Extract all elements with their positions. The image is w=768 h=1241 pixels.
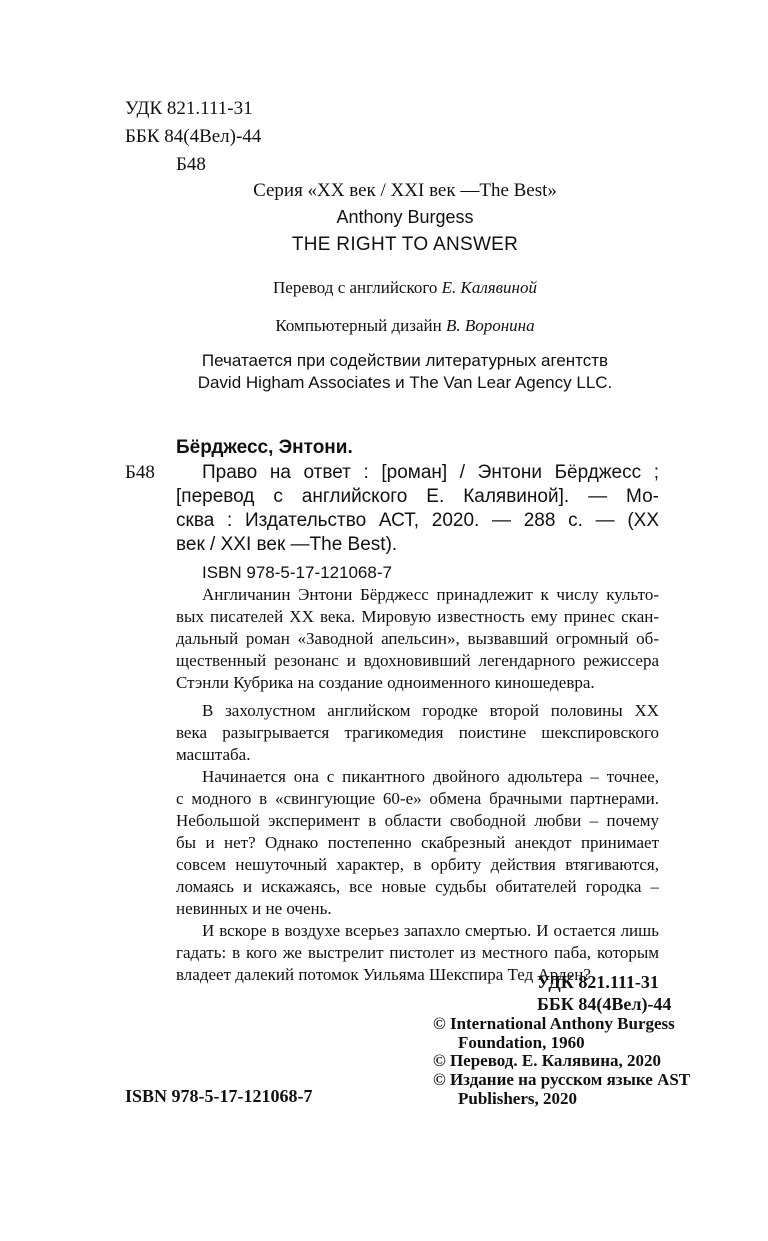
design-credit <box>0 315 768 337</box>
annotation-line: владеет далекий потомок Уильяма Шекспира Тед Арден? <box>176 965 591 984</box>
copyright-line: Foundation, 1960 <box>458 1033 585 1052</box>
annotation-line: Небольшой эксперимент в области свободной любви – почему <box>176 811 659 830</box>
agencies-line-2: David Higham Associates и The Van Lear Agency LLC. <box>197 373 613 392</box>
annotation-line: И вскоре в воздухе всерьез запахло смертью. И остается лишь <box>202 921 659 940</box>
isbn-footer: ISBN 978-5-17-121068-7 <box>125 1086 313 1106</box>
series-title: Серия «XX век / XXI век —The Best» <box>253 180 557 201</box>
annotation-line: Англичанин Энтони Бёрджесс принадлежит к числу культо- <box>202 585 659 604</box>
annotation-line: с модного в «свингующие 60-е» обмена брачными партнерами. <box>176 789 659 808</box>
annotation-line: века разыгрывается трагикомедия поистине шекспировского <box>176 723 659 742</box>
translation-credit <box>0 277 768 299</box>
bottom-bbk-code: ББК 84(4Вел)-44 <box>537 994 672 1014</box>
agencies-line-1: Печатается при содействии литературных агентств <box>201 351 609 370</box>
copyright-line: Publishers, 2020 <box>458 1089 578 1108</box>
bottom-udk-code: УДК 821.111-31 <box>537 972 659 992</box>
annotation-line: дальный роман «Заводной апельсин», вызвавший огромный об- <box>176 629 659 648</box>
udk-code: УДК 821.111-31 <box>125 98 253 119</box>
original-author: Anthony Burgess <box>336 207 474 227</box>
annotation-line: бы и нет? Однако постепенно скабрезный анекдот принимает <box>176 833 659 852</box>
annotation-line: гадать: в кого же выстрелит пистолет из местного паба, которым <box>176 943 659 962</box>
annotation-line: вых писателей XX века. Мировую известность ему принес скан- <box>176 607 659 626</box>
catalog-description-line: Право на ответ : [роман] / Энтони Бёрджесс ; <box>202 462 659 483</box>
annotation-line: невинных и не очень. <box>176 899 332 918</box>
annotation-line: ломаясь и искажаясь, все новые судьбы обитателей городка – <box>176 877 659 896</box>
annotation-line: Начинается она с пикантного двойного адюльтера – точнее, <box>202 767 659 786</box>
catalog-description-line: [перевод с английского Е. Калявиной]. — Мо- <box>176 486 659 507</box>
design-label: Компьютерный дизайн <box>275 316 442 335</box>
translation-label: Перевод с английского <box>273 278 438 297</box>
catalog-author: Бёрджесс, Энтони. <box>176 437 353 458</box>
catalog-description-line: сква : Издательство АСТ, 2020. — 288 с. — (XX <box>176 510 659 531</box>
catalog-isbn: ISBN 978-5-17-121068-7 <box>202 563 392 582</box>
catalog-description-line: век / XXI век —The Best). <box>176 534 398 555</box>
translator-name: Е. Калявиной <box>441 278 537 297</box>
copyright-line: © International Anthony Burgess <box>433 1014 675 1033</box>
bbk-code: ББК 84(4Вел)-44 <box>125 126 262 147</box>
author-mark: Б48 <box>176 154 206 175</box>
annotation-line: щественный резонанс и вдохновивший легендарного режиссера <box>176 651 659 670</box>
annotation-line: Стэнли Кубрика на создание одноименного киношедевра. <box>176 673 595 692</box>
annotation-line: В захолустном английском городке второй половины XX <box>202 701 659 720</box>
annotation-line: совсем нешуточный характер, в орбиту действия втягиваются, <box>176 855 659 874</box>
catalog-mark: Б48 <box>125 462 155 483</box>
copyright-line: © Перевод. Е. Калявина, 2020 <box>433 1051 661 1070</box>
annotation-line: масштаба. <box>176 745 251 764</box>
designer-name: В. Воронина <box>445 316 535 335</box>
copyright-line: © Издание на русском языке AST <box>433 1070 691 1089</box>
original-title: THE RIGHT TO ANSWER <box>291 234 519 255</box>
